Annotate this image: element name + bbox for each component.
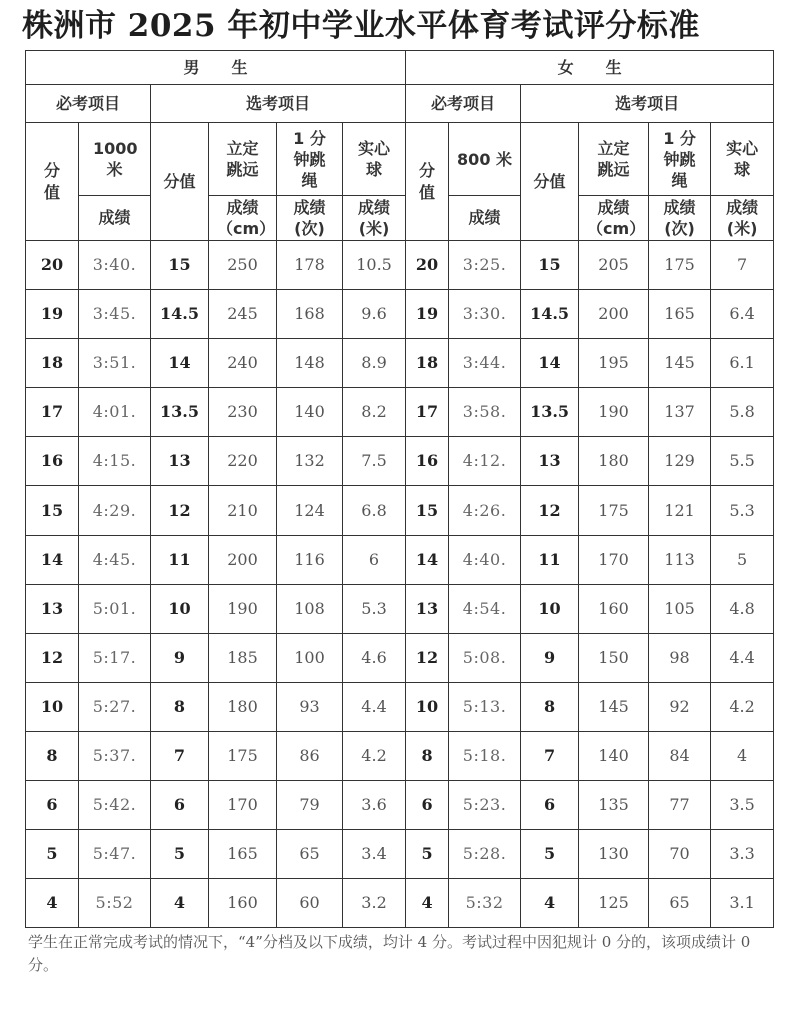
boys-1000m-cell: 5:37. (79, 731, 151, 780)
girls-elective-score-cell: 4 (521, 879, 579, 928)
boys-medicine-ball-cell: 4.6 (343, 633, 406, 682)
boys-rope-skip-cell: 116 (277, 535, 343, 584)
girls-rope-skip-cell: 98 (649, 633, 711, 682)
girls-800m-cell: 3:25. (449, 241, 521, 290)
girls-elective-header: 选考项目 (521, 85, 774, 123)
boys-1000m-cell: 4:45. (79, 535, 151, 584)
girls-elective-score-cell: 12 (521, 486, 579, 535)
girls-800m-cell: 3:30. (449, 290, 521, 339)
girls-rope-skip-cell: 137 (649, 388, 711, 437)
boys-long-jump-cell: 200 (209, 535, 277, 584)
girls-required-header: 必考项目 (406, 85, 521, 123)
girls-elective-score-cell: 8 (521, 682, 579, 731)
girls-long-jump-cell: 130 (579, 830, 649, 879)
boys-elective-score-cell: 14 (151, 339, 209, 388)
girls-800m-cell: 4:12. (449, 437, 521, 486)
boys-rope-skip-cell: 100 (277, 633, 343, 682)
girls-long-jump-cell: 150 (579, 633, 649, 682)
girls-long-jump-cell: 190 (579, 388, 649, 437)
boys-score-cell: 15 (26, 486, 79, 535)
table-row (26, 781, 774, 830)
boys-required-header: 必考项目 (26, 85, 151, 123)
boys-score-cell: 5 (26, 830, 79, 879)
girls-long-jump-cell: 195 (579, 339, 649, 388)
girls-800m-cell: 5:18. (449, 731, 521, 780)
boys-long-jump-cell: 165 (209, 830, 277, 879)
girls-score-cell: 20 (406, 241, 449, 290)
girls-long-jump-cell: 125 (579, 879, 649, 928)
boys-elective-score-cell: 8 (151, 682, 209, 731)
girls-long-jump-unit: 成绩（cm） (579, 196, 649, 241)
boys-1000m-cell: 5:27. (79, 682, 151, 731)
girls-score-cell: 12 (406, 633, 449, 682)
boys-long-jump-cell: 210 (209, 486, 277, 535)
boys-1000m-cell: 4:01. (79, 388, 151, 437)
girls-rope-skip-cell: 113 (649, 535, 711, 584)
boys-elective-score-header: 分值 (151, 123, 209, 241)
girls-800m-cell: 3:58. (449, 388, 521, 437)
boys-medicine-ball-cell: 4.2 (343, 731, 406, 780)
table-row (26, 879, 774, 928)
girls-rope-skip-cell: 77 (649, 781, 711, 830)
girls-header: 女 生 (406, 51, 774, 85)
girls-elective-score-cell: 5 (521, 830, 579, 879)
girls-800m-cell: 5:28. (449, 830, 521, 879)
girls-800m-cell: 4:40. (449, 535, 521, 584)
girls-elective-score-header: 分值 (521, 123, 579, 241)
girls-medicine-ball-cell: 4.8 (711, 584, 774, 633)
page-title: 株洲市 2025 年初中学业水平体育考试评分标准 (22, 8, 700, 44)
girls-long-jump-cell: 200 (579, 290, 649, 339)
boys-elective-score-cell: 10 (151, 584, 209, 633)
girls-score-cell: 10 (406, 682, 449, 731)
girls-score-cell: 19 (406, 290, 449, 339)
boys-1000m-header: 1000 米 (79, 123, 151, 196)
girls-medicine-ball-unit: 成绩(米) (711, 196, 774, 241)
boys-1000m-cell: 4:15. (79, 437, 151, 486)
boys-elective-score-cell: 14.5 (151, 290, 209, 339)
girls-rope-skip-cell: 92 (649, 682, 711, 731)
girls-rope-skip-cell: 175 (649, 241, 711, 290)
girls-run-result-header: 成绩 (449, 196, 521, 241)
boys-long-jump-cell: 185 (209, 633, 277, 682)
boys-score-cell: 10 (26, 682, 79, 731)
boys-score-cell: 19 (26, 290, 79, 339)
boys-rope-skip-unit: 成绩(次) (277, 196, 343, 241)
girls-rope-skip-cell: 165 (649, 290, 711, 339)
boys-score-cell: 16 (26, 437, 79, 486)
boys-1000m-cell: 3:40. (79, 241, 151, 290)
girls-rope-skip-unit: 成绩(次) (649, 196, 711, 241)
boys-medicine-ball-cell: 7.5 (343, 437, 406, 486)
girls-800m-cell: 4:54. (449, 584, 521, 633)
boys-long-jump-cell: 230 (209, 388, 277, 437)
girls-800m-cell: 5:23. (449, 781, 521, 830)
boys-score-header: 分 值 (26, 123, 79, 241)
girls-score-cell: 13 (406, 584, 449, 633)
table-row (26, 830, 774, 879)
boys-1000m-cell: 5:47. (79, 830, 151, 879)
girls-long-jump-header: 立定跳远 (579, 123, 649, 196)
table-row (26, 290, 774, 339)
girls-rope-skip-cell: 65 (649, 879, 711, 928)
boys-medicine-ball-cell: 6 (343, 535, 406, 584)
girls-elective-score-cell: 6 (521, 781, 579, 830)
table-row (26, 682, 774, 731)
boys-rope-skip-header: 1 分钟跳绳 (277, 123, 343, 196)
boys-rope-skip-cell: 124 (277, 486, 343, 535)
girls-medicine-ball-cell: 6.1 (711, 339, 774, 388)
boys-elective-score-cell: 7 (151, 731, 209, 780)
table-row (26, 633, 774, 682)
girls-score-cell: 5 (406, 830, 449, 879)
girls-medicine-ball-cell: 3.3 (711, 830, 774, 879)
boys-score-cell: 20 (26, 241, 79, 290)
boys-elective-score-cell: 13.5 (151, 388, 209, 437)
girls-long-jump-cell: 145 (579, 682, 649, 731)
girls-medicine-ball-cell: 5.8 (711, 388, 774, 437)
girls-800m-header: 800 米 (449, 123, 521, 196)
boys-medicine-ball-cell: 10.5 (343, 241, 406, 290)
girls-medicine-ball-cell: 7 (711, 241, 774, 290)
boys-long-jump-header: 立定跳远 (209, 123, 277, 196)
boys-elective-score-cell: 9 (151, 633, 209, 682)
boys-rope-skip-cell: 60 (277, 879, 343, 928)
boys-long-jump-cell: 250 (209, 241, 277, 290)
boys-header: 男 生 (26, 51, 406, 85)
boys-long-jump-cell: 180 (209, 682, 277, 731)
boys-rope-skip-cell: 178 (277, 241, 343, 290)
girls-800m-cell: 5:08. (449, 633, 521, 682)
table-row (26, 388, 774, 437)
girls-medicine-ball-header: 实心球 (711, 123, 774, 196)
girls-rope-skip-cell: 121 (649, 486, 711, 535)
girls-elective-score-cell: 11 (521, 535, 579, 584)
girls-elective-score-cell: 15 (521, 241, 579, 290)
boys-long-jump-cell: 190 (209, 584, 277, 633)
boys-elective-header: 选考项目 (151, 85, 406, 123)
girls-rope-skip-cell: 84 (649, 731, 711, 780)
girls-score-cell: 6 (406, 781, 449, 830)
girls-long-jump-cell: 135 (579, 781, 649, 830)
girls-long-jump-cell: 140 (579, 731, 649, 780)
girls-score-cell: 8 (406, 731, 449, 780)
boys-long-jump-unit: 成绩（cm） (209, 196, 277, 241)
boys-elective-score-cell: 15 (151, 241, 209, 290)
boys-elective-score-cell: 5 (151, 830, 209, 879)
girls-elective-score-cell: 13 (521, 437, 579, 486)
boys-medicine-ball-cell: 3.4 (343, 830, 406, 879)
girls-rope-skip-header: 1 分钟跳绳 (649, 123, 711, 196)
boys-rope-skip-cell: 108 (277, 584, 343, 633)
boys-score-cell: 13 (26, 584, 79, 633)
girls-elective-score-cell: 14.5 (521, 290, 579, 339)
boys-rope-skip-cell: 168 (277, 290, 343, 339)
boys-score-cell: 14 (26, 535, 79, 584)
girls-rope-skip-cell: 70 (649, 830, 711, 879)
boys-1000m-cell: 5:52 (79, 879, 151, 928)
girls-rope-skip-cell: 105 (649, 584, 711, 633)
girls-long-jump-cell: 170 (579, 535, 649, 584)
girls-long-jump-cell: 175 (579, 486, 649, 535)
girls-elective-score-cell: 14 (521, 339, 579, 388)
girls-medicine-ball-cell: 5.3 (711, 486, 774, 535)
girls-rope-skip-cell: 145 (649, 339, 711, 388)
girls-medicine-ball-cell: 4 (711, 731, 774, 780)
girls-medicine-ball-cell: 5.5 (711, 437, 774, 486)
girls-elective-score-cell: 10 (521, 584, 579, 633)
boys-medicine-ball-unit: 成绩(米) (343, 196, 406, 241)
boys-rope-skip-cell: 79 (277, 781, 343, 830)
girls-score-cell: 15 (406, 486, 449, 535)
boys-score-cell: 4 (26, 879, 79, 928)
girls-score-header: 分 值 (406, 123, 449, 241)
boys-long-jump-cell: 175 (209, 731, 277, 780)
girls-800m-cell: 4:26. (449, 486, 521, 535)
boys-score-cell: 12 (26, 633, 79, 682)
girls-score-cell: 16 (406, 437, 449, 486)
table-row (26, 339, 774, 388)
table-row (26, 241, 774, 290)
boys-elective-score-cell: 12 (151, 486, 209, 535)
boys-score-cell: 18 (26, 339, 79, 388)
girls-elective-score-cell: 7 (521, 731, 579, 780)
boys-medicine-ball-cell: 5.3 (343, 584, 406, 633)
boys-1000m-cell: 5:01. (79, 584, 151, 633)
girls-elective-score-cell: 13.5 (521, 388, 579, 437)
boys-long-jump-cell: 160 (209, 879, 277, 928)
boys-medicine-ball-cell: 8.2 (343, 388, 406, 437)
girls-long-jump-cell: 180 (579, 437, 649, 486)
boys-medicine-ball-cell: 3.6 (343, 781, 406, 830)
girls-long-jump-cell: 205 (579, 241, 649, 290)
boys-long-jump-cell: 170 (209, 781, 277, 830)
girls-elective-score-cell: 9 (521, 633, 579, 682)
boys-1000m-cell: 3:45. (79, 290, 151, 339)
girls-medicine-ball-cell: 6.4 (711, 290, 774, 339)
boys-rope-skip-cell: 148 (277, 339, 343, 388)
girls-score-cell: 17 (406, 388, 449, 437)
girls-medicine-ball-cell: 3.5 (711, 781, 774, 830)
girls-long-jump-cell: 160 (579, 584, 649, 633)
boys-score-cell: 17 (26, 388, 79, 437)
boys-long-jump-cell: 245 (209, 290, 277, 339)
table-row (26, 486, 774, 535)
table-row (26, 437, 774, 486)
boys-long-jump-cell: 220 (209, 437, 277, 486)
boys-elective-score-cell: 11 (151, 535, 209, 584)
girls-score-cell: 18 (406, 339, 449, 388)
table-row (26, 584, 774, 633)
boys-1000m-cell: 5:42. (79, 781, 151, 830)
boys-medicine-ball-header: 实心球 (343, 123, 406, 196)
boys-medicine-ball-cell: 3.2 (343, 879, 406, 928)
table-row (26, 731, 774, 780)
boys-elective-score-cell: 6 (151, 781, 209, 830)
boys-run-result-header: 成绩 (79, 196, 151, 241)
boys-elective-score-cell: 4 (151, 879, 209, 928)
score-rows (26, 241, 774, 928)
girls-score-cell: 14 (406, 535, 449, 584)
girls-800m-cell: 3:44. (449, 339, 521, 388)
girls-800m-cell: 5:13. (449, 682, 521, 731)
girls-medicine-ball-cell: 4.4 (711, 633, 774, 682)
boys-medicine-ball-cell: 9.6 (343, 290, 406, 339)
girls-score-cell: 4 (406, 879, 449, 928)
boys-1000m-cell: 4:29. (79, 486, 151, 535)
girls-medicine-ball-cell: 3.1 (711, 879, 774, 928)
girls-rope-skip-cell: 129 (649, 437, 711, 486)
boys-rope-skip-cell: 86 (277, 731, 343, 780)
boys-rope-skip-cell: 65 (277, 830, 343, 879)
boys-score-cell: 8 (26, 731, 79, 780)
boys-score-cell: 6 (26, 781, 79, 830)
footnote: 学生在正常完成考试的情况下，“4”分档及以下成绩，均计 4 分。考试过程中因犯规计 0 分的，该项成绩计 0 分。 (28, 933, 751, 974)
boys-medicine-ball-cell: 8.9 (343, 339, 406, 388)
scoring-standards-table (25, 50, 774, 928)
boys-medicine-ball-cell: 4.4 (343, 682, 406, 731)
boys-1000m-cell: 5:17. (79, 633, 151, 682)
girls-medicine-ball-cell: 4.2 (711, 682, 774, 731)
boys-medicine-ball-cell: 6.8 (343, 486, 406, 535)
boys-rope-skip-cell: 93 (277, 682, 343, 731)
table-row (26, 535, 774, 584)
girls-800m-cell: 5:32 (449, 879, 521, 928)
boys-long-jump-cell: 240 (209, 339, 277, 388)
boys-rope-skip-cell: 140 (277, 388, 343, 437)
boys-rope-skip-cell: 132 (277, 437, 343, 486)
boys-1000m-cell: 3:51. (79, 339, 151, 388)
boys-elective-score-cell: 13 (151, 437, 209, 486)
girls-medicine-ball-cell: 5 (711, 535, 774, 584)
